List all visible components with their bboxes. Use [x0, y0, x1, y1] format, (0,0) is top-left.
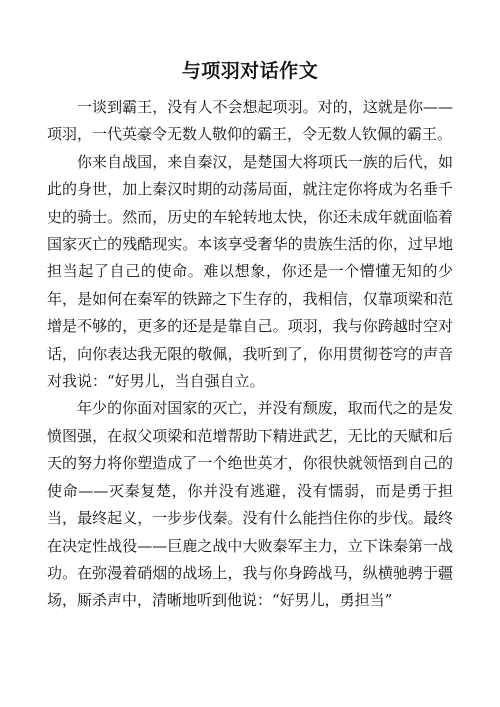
paragraph-youth: 你来自战国，来自秦汉，是楚国大将项氏一族的后代，如此的身世，加上秦汉时期的动荡局面，就注定你将成为名垂千史的骑士。然而，历史的车轮转地太快，你还未成年就面临着国家灭亡的残酷现实。本该享受奢华的贵族生活的你，过早地担当起了自己的使命。难以想象，你还是一个懵懂无知的少年，是如何在秦军的铁蹄之下生存的，我相信，仅靠项梁和范增是不够的，更多的还是是靠自己。项羽，我与你跨越时空对话，向你表达我无限的敬佩，我听到了，你用贯彻苍穹的声音对我说：“好男儿，当自强自立。	[47, 152, 453, 391]
document-page	[47, 58, 453, 615]
paragraph-rise: 年少的你面对国家的灭亡，并没有颓废，取而代之的是发愤图强，在叔父项梁和范增帮助下精进武艺，无比的天赋和后天的努力将你塑造成了一个绝世英才，你很快就领悟到自己的使命——灭秦复楚，你并没有逃避，没有懦弱，而是勇于担当，最终起义，一步步伐秦。没有什么能挡住你的步伐。最终在决定性战役——巨鹿之战中大败秦军主力，立下诛秦第一战功。在弥漫着硝烟的战场上，我与你身跨战马，纵横驰骋于疆场，厮杀声中，清晰地听到他说：“好男儿，勇担当”	[47, 399, 453, 610]
paragraph-intro: 一谈到霸王，没有人不会想起项羽。对的，这就是你——项羽，一代英豪令无数人敬仰的霸王，令无数人钦佩的霸王。	[47, 98, 453, 144]
document-title: 与项羽对话作文	[181, 60, 319, 82]
